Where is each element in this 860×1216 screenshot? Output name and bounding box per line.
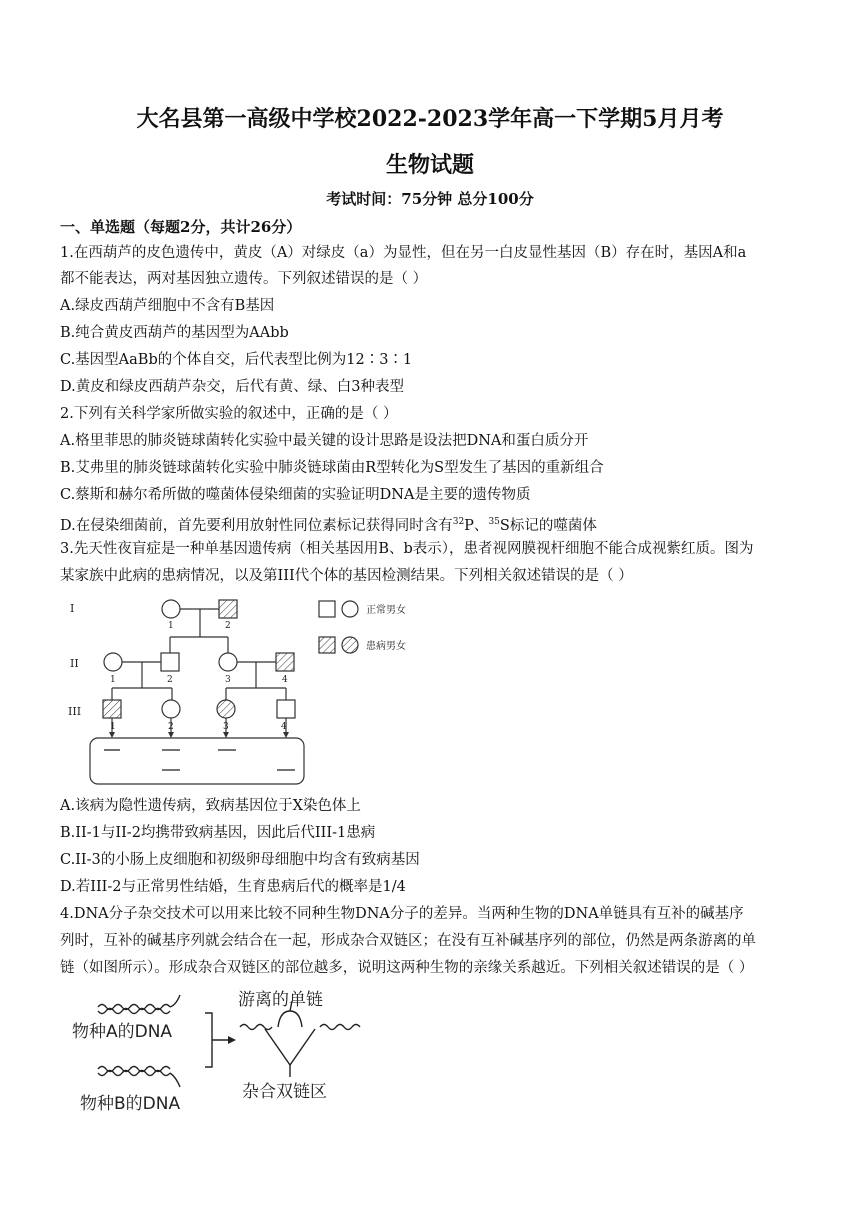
num-iii3: 3 [223,722,229,732]
label-free-strand: 游离的单链 [238,990,323,1010]
q1-option-a: A.绿皮西葫芦细胞中不含有B基因 [60,298,275,314]
q1-stem-line2: 都不能表达，两对基因独立遗传。下列叙述错误的是（ ） [60,271,428,287]
person-i2 [219,600,237,618]
q2-d-sup1: 32 [452,517,465,527]
exam-title: 大名县第一高级中学校2022-2023学年高一下学期5月月考 [136,106,724,132]
q2-option-d [60,513,800,535]
q3-option-b: B.II-1与II-2均携带致病基因，因此后代III-1患病 [60,825,376,841]
q2-d-pre: D.在侵染细菌前，首先要利用放射性同位素标记获得同时含有 [60,517,453,534]
q2-option-c: C.蔡斯和赫尔希所做的噬菌体侵染细菌的实验证明DNA是主要的遗传物质 [60,487,531,503]
legend-affected-label: 患病男女 [366,641,406,652]
hybrid-right [320,1025,360,1030]
q1-stem-line1: 1.在西葫芦的皮色遗传中，黄皮（A）对绿皮（a）为显性，但在另一白皮显性基因（B）存在时，基因A和a [60,245,747,261]
num-ii3: 3 [225,675,231,685]
person-ii3 [219,653,237,671]
person-iii2 [162,700,180,718]
q4-stem-line2: 列时，互补的碱基序列就会结合在一起，形成杂合双链区；在没有互补碱基序列的部位，仍然是两条游离的单 [60,933,756,949]
person-iii4 [277,700,295,718]
label-hybrid-region: 杂合双链区 [242,1082,327,1102]
legend-normal-male [319,601,335,617]
dna-b-tail [170,1073,180,1087]
person-ii1 [104,653,122,671]
q1-option-d: D.黄皮和绿皮西葫芦杂交，后代有黄、绿、白3种表型 [60,379,404,395]
person-ii2 [161,653,179,671]
legend-normal-female [342,601,358,617]
person-iii1 [103,700,121,718]
q2-stem: 2.下列有关科学家所做实验的叙述中，正确的是（ ） [60,406,398,422]
legend-affected-female [342,637,358,653]
label-species-a: 物种A的DNA [72,1022,173,1042]
q2-option-a: A.格里菲思的肺炎链球菌转化实验中最关键的设计思路是设法把DNA和蛋白质分开 [60,433,589,449]
q2-d-sup2: 35 [488,517,500,527]
num-ii1: 1 [110,675,116,685]
dna-hybrid-figure [60,985,390,1120]
gen-label-i: I [70,602,75,615]
legend-normal-label: 正常男女 [366,605,406,616]
num-ii4: 4 [282,675,288,685]
q4-stem-line1: 4.DNA分子杂交技术可以用来比较不同种生物DNA分子的差异。当两种生物的DNA单链具有互补的碱基序 [60,906,744,922]
num-ii2: 2 [167,675,173,685]
hybrid-v [265,1029,315,1065]
free-strand-loop [278,1011,302,1027]
hybrid-left [240,1025,272,1030]
num-iii2: 2 [168,722,174,732]
num-iii4: 4 [281,722,287,732]
q2-d-post: S标记的噬菌体 [499,517,597,534]
gene-test-box [90,738,304,784]
q3-stem-line2: 某家族中此病的患病情况，以及第III代个体的基因检测结果。下列相关叙述错误的是（ ） [60,568,633,584]
person-iii3 [217,700,235,718]
q3-option-d: D.若III-2与正常男性结婚，生育患病后代的概率是1/4 [60,879,406,895]
q2-d-mid: P、 [464,517,489,534]
gen-label-iii: III [68,705,82,718]
dna-b-strand-2 [98,1071,170,1076]
label-species-b: 物种B的DNA [80,1094,181,1114]
num-iii1: 1 [110,722,116,732]
exam-info: 考试时间：75分钟 总分100分 [326,190,534,208]
dna-a-strand-2 [98,1009,170,1014]
subject-title: 生物试题 [385,152,474,178]
num-i1: 1 [168,621,174,631]
person-i1 [162,600,180,618]
dna-a-tail [170,995,180,1007]
gen-label-ii: II [70,657,79,670]
q3-option-a: A.该病为隐性遗传病，致病基因位于X染色体上 [60,798,361,814]
q1-option-c: C.基因型AaBb的个体自交，后代表型比例为12∶3∶1 [60,352,413,368]
legend-affected-male [319,637,335,653]
q3-stem-line1: 3.先天性夜盲症是一种单基因遗传病（相关基因用B、b表示），患者视网膜视杆细胞不能合成视紫红质。图为 [60,541,754,557]
q3-option-c: C.II-3的小肠上皮细胞和初级卵母细胞中均含有致病基因 [60,852,420,868]
bracket [205,1013,212,1067]
q4-stem-line3: 链（如图所示）。形成杂合双链区的部位越多，说明这两种生物的亲缘关系越近。下列相关叙述错误的是（ ） [60,960,754,976]
q1-option-b: B.纯合黄皮西葫芦的基因型为AAbb [60,325,289,341]
person-ii4 [276,653,294,671]
section-heading: 一、单选题（每题2分，共计26分） [60,218,302,236]
num-i2: 2 [225,621,231,631]
q2-option-b: B.艾弗里的肺炎链球菌转化实验中肺炎链球菌由R型转化为S型发生了基因的重新组合 [60,460,604,476]
pedigree-figure [60,590,440,790]
